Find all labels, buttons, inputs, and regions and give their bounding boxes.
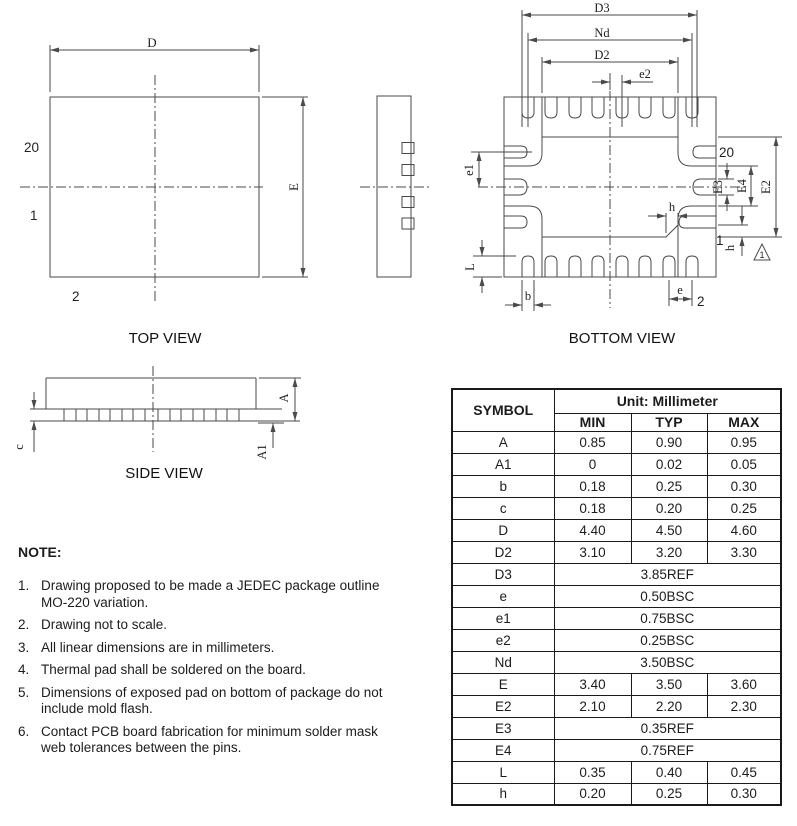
note-item: [18, 685, 418, 718]
table-row: [452, 541, 781, 563]
dim-label-h-chamfer: h: [668, 200, 676, 214]
cell-symbol: h: [452, 783, 554, 805]
pin-1-shape: [679, 216, 716, 228]
table-row: [452, 497, 781, 519]
top-view-pin20-label: 20: [24, 140, 40, 155]
table-header-min: MIN: [554, 413, 631, 431]
table-row: [452, 761, 781, 783]
table-row: [452, 673, 781, 695]
cell-max: 0.05: [707, 453, 781, 475]
pin-shape: [110, 409, 122, 421]
pin-shape: [663, 256, 675, 277]
note-item-text: Drawing proposed to be made a JEDEC package outline MO-220 variation.: [41, 578, 380, 610]
top-view-pin1-label: 1: [30, 208, 38, 223]
cell-min: 0.20: [554, 783, 631, 805]
profile-pins: [402, 143, 414, 230]
cell-symbol: b: [452, 475, 554, 497]
cell-symbol: E3: [452, 717, 554, 739]
pin-shape: [639, 256, 651, 277]
table-row: [452, 563, 781, 585]
dim-label-E4: E4: [735, 179, 749, 193]
pin-20-shape: [693, 146, 716, 158]
dim-label-D: D: [147, 35, 157, 50]
cell-max: 0.30: [707, 783, 781, 805]
cell-max: 0.30: [707, 475, 781, 497]
table-row: [452, 431, 781, 453]
pin-shape: [87, 409, 99, 421]
cell-span-value: 0.50BSC: [554, 585, 781, 607]
dim-label-D3: D3: [594, 1, 610, 15]
note-section: [18, 544, 418, 763]
cell-typ: 3.50: [631, 673, 707, 695]
pin-shape: [204, 409, 216, 421]
dim-label-c: c: [12, 444, 26, 450]
cell-symbol: L: [452, 761, 554, 783]
cell-min: 3.10: [554, 541, 631, 563]
dim-label-E2: E2: [759, 180, 773, 194]
dim-label-E: E: [286, 183, 301, 191]
cell-typ: 0.40: [631, 761, 707, 783]
note-item: [18, 724, 418, 757]
cell-span-value: 0.75BSC: [554, 607, 781, 629]
cell-typ: 0.02: [631, 453, 707, 475]
note-item-number: 3.: [18, 639, 30, 655]
note-item-number: 1.: [18, 578, 30, 593]
dim-label-e1: e1: [462, 164, 476, 176]
note-item-number: 6.: [18, 723, 30, 739]
table-row: [452, 629, 781, 651]
dim-label-E3: E3: [711, 180, 725, 194]
pin-shape: [592, 97, 604, 118]
dim-label-A1: A1: [255, 444, 269, 460]
dimension-table: [451, 388, 782, 806]
table-row: [452, 783, 781, 805]
pad-corner-tl: [504, 97, 542, 166]
cell-symbol: E: [452, 673, 554, 695]
cell-symbol: E2: [452, 695, 554, 717]
dim-label-e: e: [677, 283, 683, 297]
table-row: [452, 651, 781, 673]
top-view-title: TOP VIEW: [128, 330, 202, 347]
dim-label-A: A: [277, 393, 291, 403]
cell-symbol: E4: [452, 739, 554, 761]
table-row: [452, 739, 781, 761]
note-item-text: Contact PCB board fabrication for minimum solder mask web tolerances between the pins.: [41, 723, 378, 755]
cell-max: 0.25: [707, 497, 781, 519]
cell-span-value: 3.50BSC: [554, 651, 781, 673]
dim-label-h-vertical: h: [723, 244, 737, 252]
bottom-view-pin2-label: 2: [697, 294, 705, 309]
note-item: [18, 662, 418, 679]
pin-shape: [569, 97, 581, 118]
table-row: [452, 717, 781, 739]
cell-max: 3.30: [707, 541, 781, 563]
cell-min: 0: [554, 453, 631, 475]
cell-symbol: Nd: [452, 651, 554, 673]
cell-min: 4.40: [554, 519, 631, 541]
bottom-view-pin20-label: 20: [719, 145, 735, 160]
pin-shape: [569, 256, 581, 277]
pin-shape: [402, 165, 414, 176]
cell-symbol: e2: [452, 629, 554, 651]
dim-label-b: b: [524, 289, 532, 303]
cell-span-value: 0.35REF: [554, 717, 781, 739]
note-item: [18, 640, 418, 657]
note-item-text: Drawing not to scale.: [41, 617, 168, 632]
pin-shape: [522, 256, 534, 277]
pin-shape: [133, 409, 145, 421]
dim-label-Nd: Nd: [594, 26, 610, 40]
dim-label-e2: e2: [639, 67, 651, 81]
cell-typ: 0.25: [631, 475, 707, 497]
cell-typ: 4.50: [631, 519, 707, 541]
cell-symbol: e: [452, 585, 554, 607]
cell-max: 2.30: [707, 695, 781, 717]
cell-symbol: D: [452, 519, 554, 541]
cell-span-value: 3.85REF: [554, 563, 781, 585]
table-row: [452, 453, 781, 475]
table-row: [452, 519, 781, 541]
note-item: [18, 578, 418, 611]
cell-symbol: D3: [452, 563, 554, 585]
pin-shape: [545, 256, 557, 277]
dim-label-D2: D2: [594, 48, 610, 62]
side-view-title: SIDE VIEW: [125, 465, 203, 482]
bottom-view-pin1-label: 1: [716, 233, 724, 248]
cell-symbol: A1: [452, 453, 554, 475]
table-row: [452, 585, 781, 607]
side-view-pins: [64, 409, 239, 421]
cell-min: 2.10: [554, 695, 631, 717]
cell-max: 3.60: [707, 673, 781, 695]
revision-triangle-number: 1: [759, 250, 765, 260]
cell-symbol: e1: [452, 607, 554, 629]
pad-corner-br: [678, 206, 716, 277]
cell-min: 3.40: [554, 673, 631, 695]
profile-view: [360, 96, 432, 277]
cell-min: 0.35: [554, 761, 631, 783]
dim-label-L: L: [463, 263, 477, 271]
note-item: [18, 617, 418, 634]
pin-shape: [64, 409, 76, 421]
pin-shape: [158, 409, 170, 421]
cell-symbol: D2: [452, 541, 554, 563]
cell-min: 0.85: [554, 431, 631, 453]
cell-span-value: 0.75REF: [554, 739, 781, 761]
bottom-view-title: BOTTOM VIEW: [568, 330, 676, 347]
pin-shape: [545, 97, 557, 118]
side-view: [12, 366, 301, 482]
note-item-text: Thermal pad shall be soldered on the board.: [41, 662, 306, 677]
note-item-number: 2.: [18, 617, 30, 632]
pin-shape: [227, 409, 239, 421]
pin-shape: [181, 409, 193, 421]
table-row: [452, 607, 781, 629]
cell-typ: 0.90: [631, 431, 707, 453]
pin-shape: [686, 256, 698, 277]
cell-typ: 3.20: [631, 541, 707, 563]
cell-typ: 0.25: [631, 783, 707, 805]
pin-shape: [663, 97, 675, 118]
table-row: [452, 475, 781, 497]
note-item-number: 5.: [18, 684, 30, 700]
table-header-max: MAX: [707, 413, 781, 431]
top-view: [20, 35, 308, 347]
table-row: [452, 695, 781, 717]
pin-shape: [639, 97, 651, 118]
table-header-typ: TYP: [631, 413, 707, 431]
pin-shape: [402, 218, 414, 229]
note-item-text: Dimensions of exposed pad on bottom of package do not include mold flash.: [41, 684, 383, 716]
pin-shape: [402, 197, 414, 208]
cell-min: 0.18: [554, 475, 631, 497]
note-item-text: All linear dimensions are in millimeters.: [41, 639, 275, 655]
cell-typ: 0.20: [631, 497, 707, 519]
cell-max: 0.95: [707, 431, 781, 453]
pin-shape: [592, 256, 604, 277]
table-header-symbol: SYMBOL: [452, 389, 554, 431]
pin-shape: [616, 256, 628, 277]
cell-max: 0.45: [707, 761, 781, 783]
pin-shape: [504, 216, 527, 228]
cell-min: 0.18: [554, 497, 631, 519]
pin-shape: [402, 143, 414, 154]
cell-symbol: A: [452, 431, 554, 453]
cell-span-value: 0.25BSC: [554, 629, 781, 651]
top-view-pin2-label: 2: [72, 289, 80, 304]
note-item-number: 4.: [18, 662, 30, 677]
bottom-view: [462, 1, 782, 347]
cell-symbol: c: [452, 497, 554, 519]
table-header-unit: Unit: Millimeter: [554, 389, 781, 413]
cell-typ: 2.20: [631, 695, 707, 717]
note-heading: NOTE:: [18, 544, 62, 560]
note-items: [18, 578, 418, 757]
cell-max: 4.60: [707, 519, 781, 541]
